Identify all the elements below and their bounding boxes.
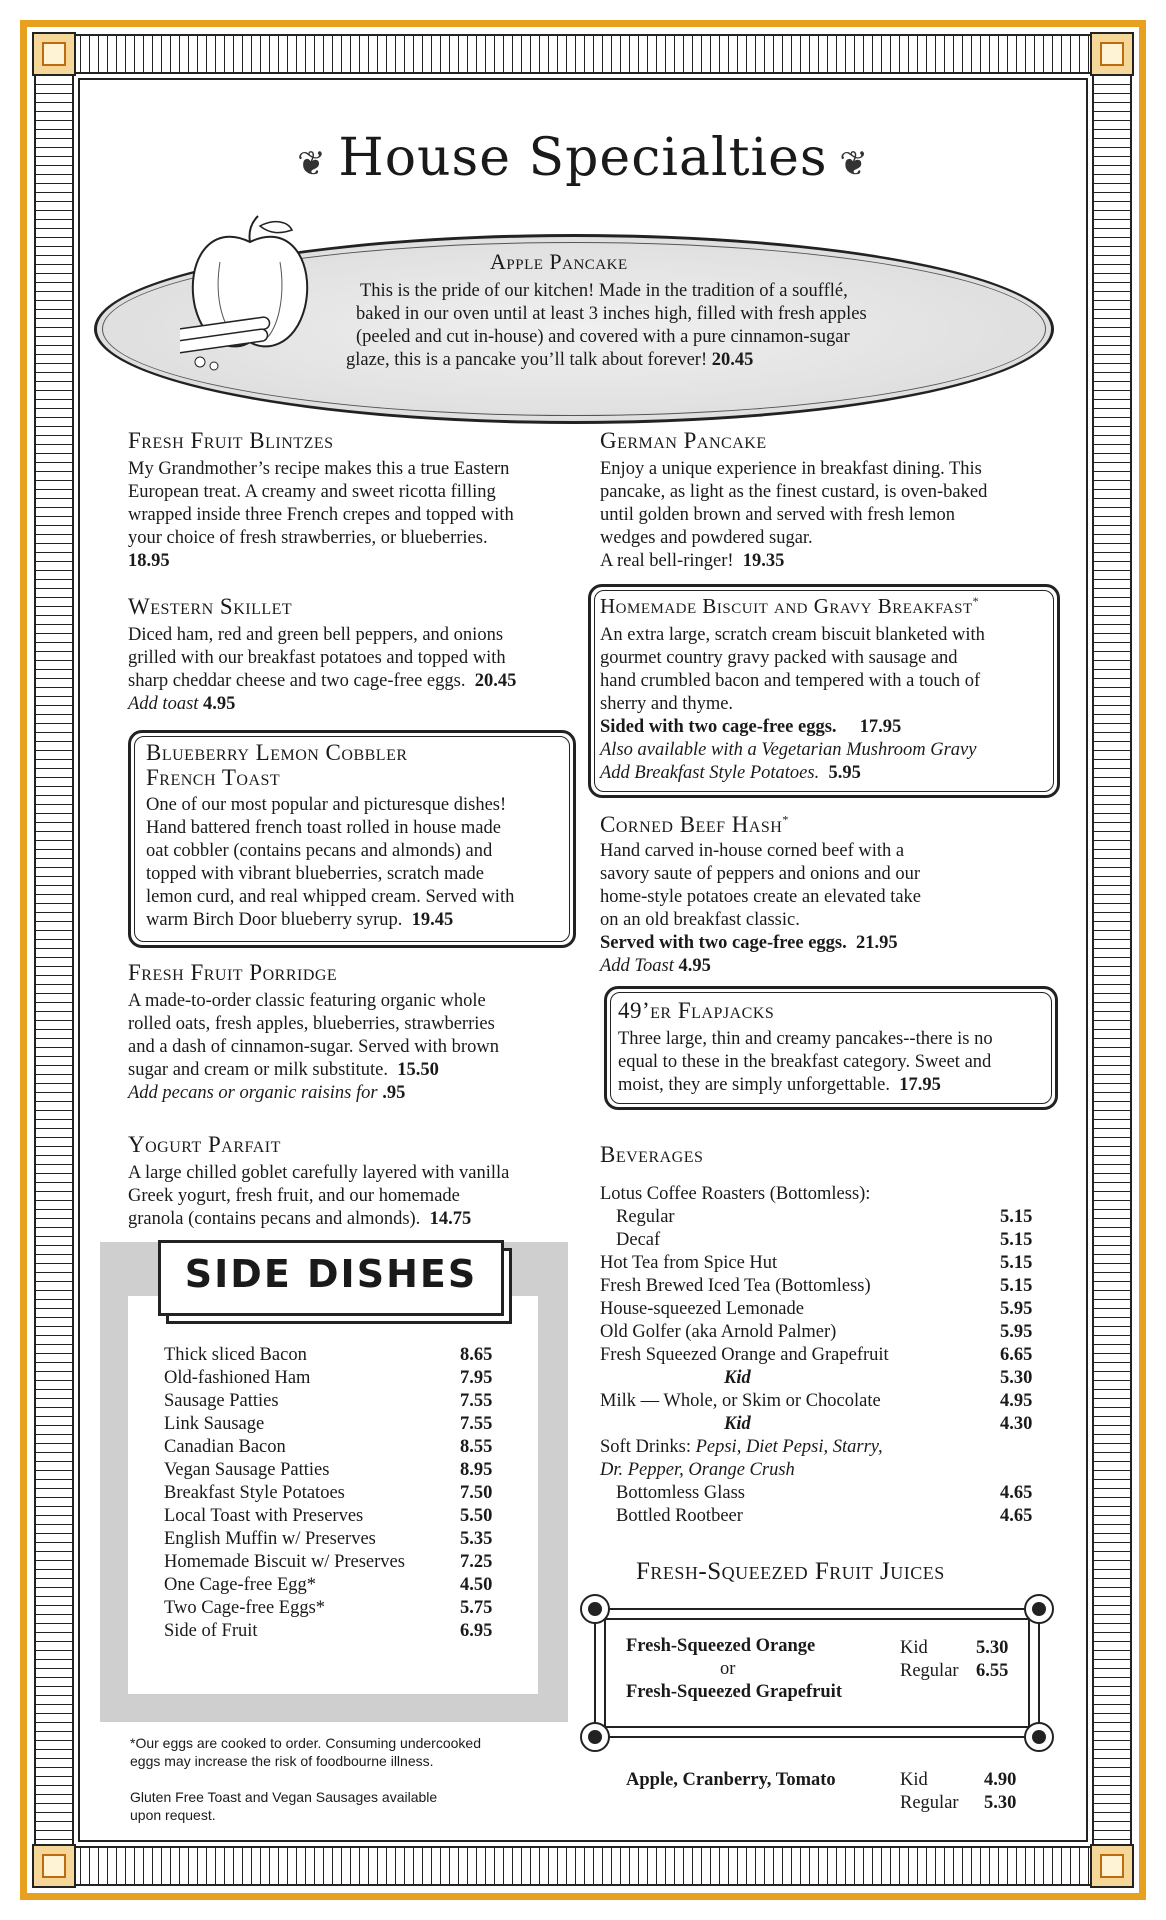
juice-kid-price: 5.30	[976, 1638, 1009, 1658]
apple-pancake-line-4-text: glaze, this is a pancake you’ll talk about forever!	[346, 350, 708, 370]
parfait-price: 14.75	[429, 1209, 472, 1229]
blintzes-heading: Fresh Fruit Blintzes	[128, 428, 334, 453]
beverage-rootbeer-price: 4.65	[1000, 1506, 1033, 1526]
skillet-addon-text: Add toast	[128, 694, 199, 714]
side-dish-item: Old-fashioned Ham	[164, 1368, 311, 1388]
corner-ornament-br	[1090, 1844, 1134, 1888]
side-dish-price: 6.95	[460, 1621, 493, 1641]
corner-ornament-tr	[1090, 32, 1134, 76]
hash-line-3: home-style potatoes create an elevated take	[600, 887, 922, 907]
beverage-kid-2: Kid	[724, 1414, 751, 1434]
hash-heading	[600, 812, 789, 838]
beverage-decaf: Decaf	[616, 1230, 661, 1250]
cobbler-line-6-text: warm Birch Door blueberry syrup.	[146, 910, 403, 930]
parfait-heading: Yogurt Parfait	[128, 1132, 281, 1157]
german-line-5-text: A real bell-ringer!	[600, 551, 734, 571]
apple-pancake-line-4	[346, 349, 753, 372]
beverage-decaf-price: 5.15	[1000, 1230, 1033, 1250]
side-dish-item: English Muffin w/ Preserves	[164, 1529, 376, 1549]
porridge-line-2: rolled oats, fresh apples, blueberries, strawberries	[128, 1014, 495, 1034]
hash-heading-text: Corned Beef Hash	[600, 812, 783, 837]
beverage-bottomless-price: 4.65	[1000, 1483, 1033, 1503]
juice-regular-price: 6.55	[976, 1661, 1009, 1681]
blintzes-line-3: wrapped inside three French crepes and topped with	[128, 505, 514, 525]
beverage-item-price: 5.95	[1000, 1322, 1033, 1342]
biscuit-line-2: gourmet country gravy packed with sausage and	[600, 648, 958, 668]
flapjacks-line-2: equal to these in the breakfast category. Sweet and	[618, 1052, 992, 1072]
cobbler-line-6	[146, 909, 453, 932]
beverage-rootbeer: Bottled Rootbeer	[616, 1506, 743, 1526]
apple-pancake-line-2: baked in our oven until at least 3 inches high, filled with fresh apples	[356, 304, 867, 324]
porridge-line-4	[128, 1059, 439, 1082]
side-dish-price: 7.50	[460, 1483, 493, 1503]
beverage-milk-price: 4.95	[1000, 1391, 1033, 1411]
soft-drinks-brands-2: Dr. Pepper, Orange Crush	[600, 1460, 795, 1480]
side-dish-item: Thick sliced Bacon	[164, 1345, 307, 1365]
cobbler-heading-2: French Toast	[146, 765, 281, 790]
corner-ornament-bl	[32, 1844, 76, 1888]
hash-addon-price: 4.95	[678, 956, 711, 976]
german-line-5	[600, 550, 784, 573]
side-dish-price: 8.55	[460, 1437, 493, 1457]
beverage-kid-1-price: 5.30	[1000, 1368, 1033, 1388]
hash-served	[600, 932, 898, 955]
side-dish-item: Vegan Sausage Patties	[164, 1460, 330, 1480]
skillet-heading: Western Skillet	[128, 594, 293, 619]
flapjacks-line-3-text: moist, they are simply unforgettable.	[618, 1075, 890, 1095]
border-strip-top	[34, 34, 1132, 74]
juices-box	[594, 1608, 1040, 1738]
beverage-lotus: Lotus Coffee Roasters (Bottomless):	[600, 1184, 871, 1204]
juice-or: or	[720, 1659, 736, 1679]
skillet-line-3	[128, 670, 516, 693]
german-price: 19.35	[742, 551, 785, 571]
beverage-milk: Milk — Whole, or Skim or Chocolate	[600, 1391, 881, 1411]
cobbler-line-4: topped with vibrant blueberries, scratch made	[146, 864, 485, 884]
cobbler-price: 19.45	[411, 910, 454, 930]
side-dish-item: Breakfast Style Potatoes	[164, 1483, 345, 1503]
beverages-heading: Beverages	[600, 1142, 704, 1167]
flourish-right-icon: ❦	[827, 144, 869, 184]
parfait-line-3	[128, 1208, 471, 1231]
beverage-item-price: 5.95	[1000, 1299, 1033, 1319]
cobbler-line-5: lemon curd, and real whipped cream. Served with	[146, 887, 515, 907]
cobbler-line-3: oat cobbler (contains pecans and almonds) and	[146, 841, 493, 861]
skillet-line-1: Diced ham, red and green bell peppers, and onions	[128, 625, 504, 645]
biscuit-note-2-price: 5.95	[828, 763, 861, 783]
side-dish-item: Homemade Biscuit w/ Preserves	[164, 1552, 405, 1572]
biscuit-line-4: sherry and thyme.	[600, 694, 734, 714]
beverage-item: Fresh Brewed Iced Tea (Bottomless)	[600, 1276, 871, 1296]
porridge-line-3: and a dash of cinnamon-sugar. Served with brown	[128, 1037, 499, 1057]
side-dish-price: 7.95	[460, 1368, 493, 1388]
corner-ornament-tl	[32, 32, 76, 76]
hash-served-text: Served with two cage-free eggs.	[600, 933, 847, 953]
porridge-line-4-text: sugar and cream or milk substitute.	[128, 1060, 388, 1080]
rosette-tl-icon	[580, 1594, 610, 1624]
parfait-line-2: Greek yogurt, fresh fruit, and our homemade	[128, 1186, 460, 1206]
blintzes-line-1: My Grandmother’s recipe makes this a true Eastern	[128, 459, 510, 479]
rosette-bl-icon	[580, 1722, 610, 1752]
soft-drinks-label: Soft Drinks:	[600, 1437, 691, 1457]
hash-line-4: on an old breakfast classic.	[600, 910, 800, 930]
rosette-br-icon	[1024, 1722, 1054, 1752]
cobbler-line-1: One of our most popular and picturesque dishes!	[146, 795, 507, 815]
cobbler-line-2: Hand battered french toast rolled in house made	[146, 818, 501, 838]
parfait-line-1: A large chilled goblet carefully layered with vanilla	[128, 1163, 510, 1183]
hash-line-2: savory saute of peppers and onions and our	[600, 864, 921, 884]
border-strip-bottom	[34, 1846, 1132, 1886]
beverage-item-price: 5.15	[1000, 1276, 1033, 1296]
beverage-soft-drinks	[600, 1437, 883, 1458]
side-dish-item: One Cage-free Egg*	[164, 1575, 317, 1595]
apple-pancake-name: Apple Pancake	[490, 249, 628, 274]
side-dish-price: 5.35	[460, 1529, 493, 1549]
juice-other-regular-label: Regular	[900, 1793, 959, 1813]
apple-pancake-line-1: This is the pride of our kitchen! Made in the tradition of a soufflé,	[360, 281, 848, 301]
border-strip-left	[34, 34, 74, 1886]
side-dish-price: 5.50	[460, 1506, 493, 1526]
page-title-text: House Specialties	[338, 128, 828, 188]
cobbler-heading-1: Blueberry Lemon Cobbler	[146, 740, 408, 765]
side-dish-item: Side of Fruit	[164, 1621, 258, 1641]
biscuit-note-2-text: Add Breakfast Style Potatoes.	[600, 763, 820, 783]
german-line-4: wedges and powdered sugar.	[600, 528, 813, 548]
hash-addon	[600, 955, 711, 978]
biscuit-heading-text: Homemade Biscuit and Gravy Breakfast	[600, 594, 973, 618]
skillet-addon-price: 4.95	[203, 694, 236, 714]
side-dish-item: Local Toast with Preserves	[164, 1506, 364, 1526]
flapjacks-heading: 49’er Flapjacks	[618, 998, 775, 1023]
beverage-item: Fresh Squeezed Orange and Grapefruit	[600, 1345, 889, 1365]
juices-heading: Fresh-Squeezed Fruit Juices	[636, 1558, 945, 1585]
beverage-item: Hot Tea from Spice Hut	[600, 1253, 778, 1273]
blintzes-line-4: your choice of fresh strawberries, or blueberries.	[128, 528, 488, 548]
border-strip-right	[1092, 34, 1132, 1886]
beverage-item-price: 6.65	[1000, 1345, 1033, 1365]
beverage-kid-1: Kid	[724, 1368, 751, 1388]
juice-other-kid-price: 4.90	[984, 1770, 1017, 1790]
parfait-line-3-text: granola (contains pecans and almonds).	[128, 1209, 421, 1229]
porridge-line-1: A made-to-order classic featuring organic whole	[128, 991, 486, 1011]
juice-other-regular-price: 5.30	[984, 1793, 1017, 1813]
side-dish-item: Canadian Bacon	[164, 1437, 286, 1457]
beverage-bottomless: Bottomless Glass	[616, 1483, 745, 1503]
side-dish-price: 7.55	[460, 1391, 493, 1411]
german-heading: German Pancake	[600, 428, 767, 453]
biscuit-price: 17.95	[859, 717, 902, 737]
beverage-regular-price: 5.15	[1000, 1207, 1033, 1227]
german-line-3: until golden brown and served with fresh lemon	[600, 505, 956, 525]
skillet-price: 20.45	[474, 671, 517, 691]
side-dish-price: 8.65	[460, 1345, 493, 1365]
skillet-addon	[128, 693, 235, 716]
juice-other-kid-label: Kid	[900, 1770, 928, 1790]
juice-grapefruit: Fresh-Squeezed Grapefruit	[626, 1682, 842, 1702]
eggs-note-line-2: eggs may increase the risk of foodbourne illness.	[130, 1753, 434, 1769]
biscuit-note-2	[600, 762, 861, 785]
hash-price: 21.95	[856, 933, 898, 953]
side-dish-price: 4.50	[460, 1575, 493, 1595]
side-dish-price: 7.55	[460, 1414, 493, 1434]
side-dish-price: 7.25	[460, 1552, 493, 1572]
skillet-line-3-text: sharp cheddar cheese and two cage-free eggs.	[128, 671, 466, 691]
porridge-heading: Fresh Fruit Porridge	[128, 960, 338, 985]
blintzes-price: 18.95	[128, 551, 170, 571]
biscuit-sided-text: Sided with two cage-free eggs.	[600, 717, 837, 737]
porridge-addon	[128, 1082, 405, 1105]
blintzes-line-2: European treat. A creamy and sweet ricotta filling	[128, 482, 496, 502]
page-title	[0, 128, 1166, 188]
side-dish-price: 8.95	[460, 1460, 493, 1480]
rosette-tr-icon	[1024, 1594, 1054, 1624]
porridge-price: 15.50	[397, 1060, 439, 1080]
beverage-item-price: 5.15	[1000, 1253, 1033, 1273]
hash-asterisk: *	[782, 812, 789, 827]
gluten-free-note-line-1: Gluten Free Toast and Vegan Sausages available	[130, 1789, 438, 1805]
side-dish-item: Two Cage-free Eggs*	[164, 1598, 326, 1618]
flapjacks-line-3	[618, 1074, 941, 1097]
gluten-free-note-line-2: upon request.	[130, 1807, 216, 1823]
flapjacks-line-1: Three large, thin and creamy pancakes--there is no	[618, 1029, 993, 1049]
eggs-note-line-1: *Our eggs are cooked to order. Consuming undercooked	[130, 1735, 481, 1751]
apple-pancake-price: 20.45	[711, 350, 754, 370]
flourish-left-icon: ❦	[297, 144, 339, 184]
juice-other: Apple, Cranberry, Tomato	[626, 1770, 836, 1790]
biscuit-heading	[600, 594, 979, 619]
german-line-1: Enjoy a unique experience in breakfast dining. This	[600, 459, 982, 479]
beverage-item: House-squeezed Lemonade	[600, 1299, 804, 1319]
juice-orange: Fresh-Squeezed Orange	[626, 1636, 816, 1656]
side-dish-item: Sausage Patties	[164, 1391, 279, 1411]
apple-cinnamon-illustration-icon	[180, 212, 320, 372]
side-dish-price: 5.75	[460, 1598, 493, 1618]
biscuit-line-1: An extra large, scratch cream biscuit blanketed with	[600, 625, 985, 645]
biscuit-sided	[600, 716, 901, 739]
apple-pancake-line-3: (peeled and cut in-house) and covered with a pure cinnamon-sugar	[356, 327, 850, 347]
german-line-2: pancake, as light as the finest custard, is oven-baked	[600, 482, 988, 502]
side-dishes-title: SIDE DISHES	[184, 1252, 478, 1296]
porridge-addon-price: .95	[382, 1083, 406, 1103]
side-dish-item: Link Sausage	[164, 1414, 265, 1434]
hash-line-1: Hand carved in-house corned beef with a	[600, 841, 905, 861]
skillet-line-2: grilled with our breakfast potatoes and topped with	[128, 648, 506, 668]
hash-addon-text: Add Toast	[600, 956, 674, 976]
biscuit-line-3: hand crumbled bacon and tempered with a touch of	[600, 671, 981, 691]
soft-drinks-brands-1: Pepsi, Diet Pepsi, Starry,	[695, 1437, 883, 1457]
beverage-kid-2-price: 4.30	[1000, 1414, 1033, 1434]
beverage-item: Old Golfer (aka Arnold Palmer)	[600, 1322, 837, 1342]
juice-kid-label: Kid	[900, 1638, 928, 1658]
juice-regular-label: Regular	[900, 1661, 959, 1681]
flapjacks-price: 17.95	[899, 1075, 941, 1095]
porridge-addon-text: Add pecans or organic raisins for	[128, 1083, 378, 1103]
biscuit-note-1: Also available with a Vegetarian Mushroom Gravy	[600, 740, 977, 760]
biscuit-asterisk: *	[972, 594, 980, 608]
beverage-regular: Regular	[616, 1207, 675, 1227]
